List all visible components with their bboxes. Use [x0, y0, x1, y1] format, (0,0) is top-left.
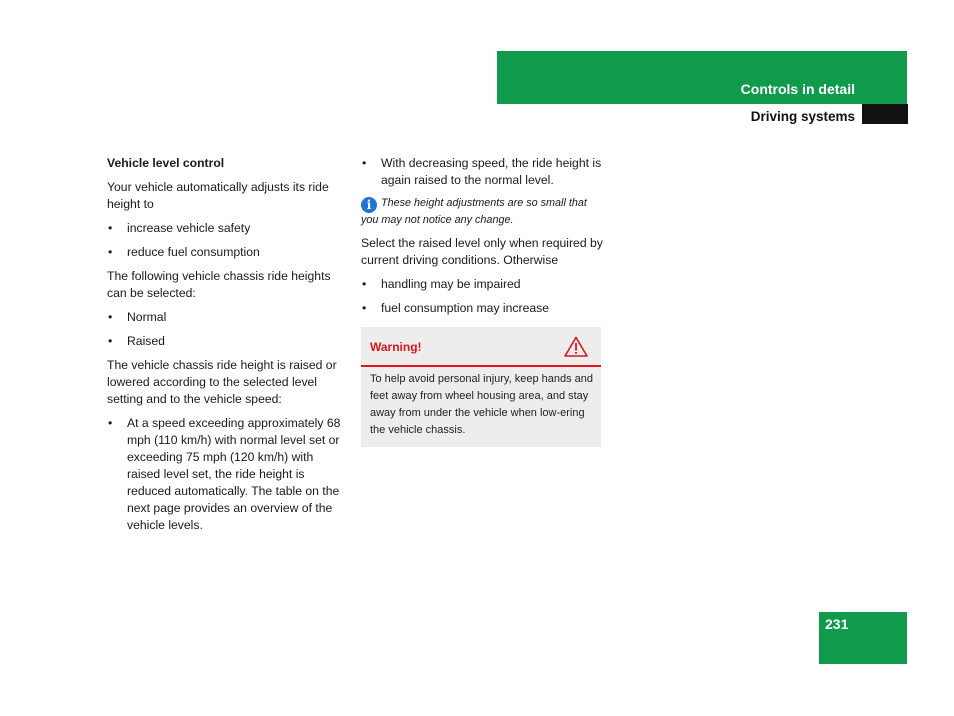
section-header-bar [497, 51, 907, 104]
topic-heading: Vehicle level control [107, 156, 225, 170]
intro-paragraph: Your vehicle automatically adjusts its ride height to [107, 180, 329, 211]
page-number-box [819, 612, 907, 664]
list-item: • reduce fuel consumption [107, 244, 347, 261]
subsection-title: Driving systems [750, 109, 855, 124]
consequence-list [361, 276, 603, 317]
list-item: • fuel consumption may increase [361, 300, 603, 317]
speed-list [107, 415, 347, 534]
info-icon: i [361, 197, 377, 213]
info-note-text: These height adjustments are so small that you may not notice any change. [361, 197, 587, 226]
select-paragraph: Select the raised level only when required by current driving conditions. Otherwise [361, 236, 603, 267]
list-item: • At a speed exceeding approximately 68 mph (110 km/h) with normal level set or exceeding 75 mph (120 km/h) with raised level set, the ride height is reduced automatically. The table on the next page provides an overview of the vehicle levels. [107, 415, 347, 534]
right-column [361, 155, 603, 447]
warning-label: Warning! [370, 340, 422, 354]
warning-triangle-icon [564, 336, 588, 357]
info-note [361, 196, 603, 228]
heights-paragraph: The following vehicle chassis ride heights can be selected: [107, 269, 331, 300]
list-item: • With decreasing speed, the ride height is again raised to the normal level. [361, 155, 603, 189]
warning-text: To help avoid personal injury, keep hands and feet away from wheel housing area, and stay away from under the vehicle when low-ering the vehicle chassis. [370, 373, 594, 436]
section-title: Controls in detail [740, 81, 855, 97]
section-tab-marker [862, 104, 908, 124]
list-item: • increase vehicle safety [107, 220, 347, 237]
left-column [107, 155, 347, 541]
decrease-list [361, 155, 603, 189]
heights-list [107, 309, 347, 350]
list-item: • handling may be impaired [361, 276, 603, 293]
warning-header [361, 327, 601, 367]
warning-box [361, 327, 601, 447]
list-item: • Raised [107, 333, 347, 350]
purpose-list [107, 220, 347, 261]
raise-paragraph: The vehicle chassis ride height is raised or lowered according to the selected level setting and to the vehicle speed: [107, 358, 337, 406]
list-item: • Normal [107, 309, 347, 326]
page-number: 231 [825, 616, 849, 632]
